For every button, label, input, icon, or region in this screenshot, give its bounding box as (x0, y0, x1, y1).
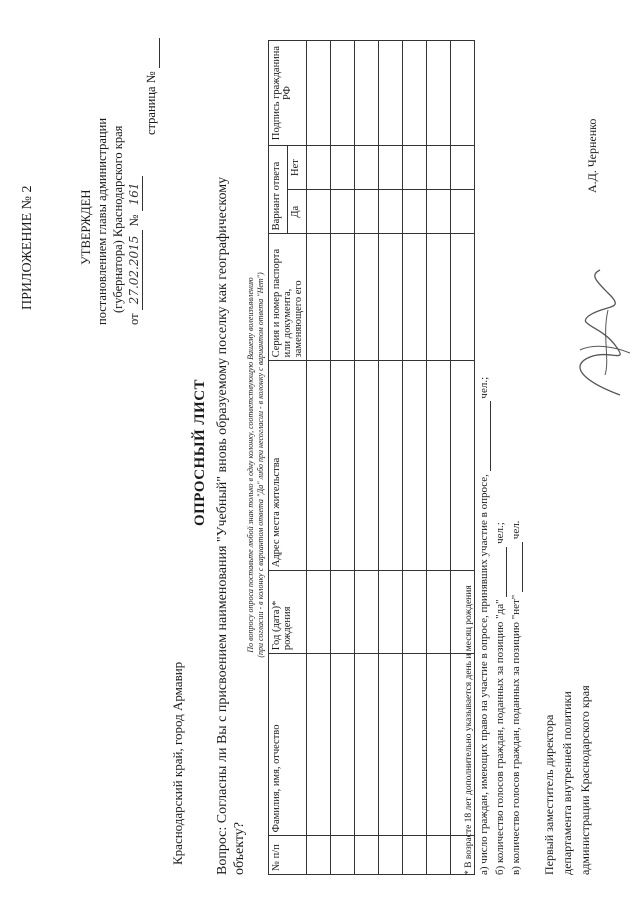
approval-number: 161 (126, 177, 143, 212)
approval-line-2: (губернатора) Краснодарского края (111, 125, 125, 313)
table-row (355, 41, 379, 875)
survey-table (268, 40, 475, 875)
signer-title (540, 685, 594, 875)
signer-line-3: администрации Краснодарского края (578, 685, 592, 875)
instruction-line-1: По вопросу опроса поставьте любой знак только в одну колонку, соответствующую Вашему волеизъявлению (246, 277, 255, 653)
region-label: Краснодарский край, город Армавир (170, 661, 185, 865)
approval-line-1: постановлением главы администрации (95, 117, 109, 325)
appendix-label: ПРИЛОЖЕНИЕ № 2 (20, 185, 35, 310)
page-number-blank (143, 38, 160, 68)
approval-block (78, 25, 160, 325)
instruction-line-2: (при согласии - в колонку с вариантом ответа "Да" либо при несогласии - в колонку с вариантом ответа "Нет") (256, 272, 265, 658)
table-row (403, 41, 427, 875)
question-line-2: объекту? (232, 822, 247, 875)
header-passport: Серия и номер паспорта или документа, заменяющего его (269, 234, 307, 361)
footnote: * В возрасте 18 лет дополнительно указывается день и месяц рождения (464, 585, 474, 875)
table-row (427, 41, 451, 875)
instruction-text (246, 55, 266, 875)
page-label: страница № (144, 71, 158, 135)
count-participants: а) число граждан, имеющих право на участие в опросе, принявших участие в опросе, чел.; (478, 376, 490, 875)
header-signature: Подпись гражданина РФ (269, 41, 307, 146)
header-full-name: Фамилия, имя, отчество (269, 654, 307, 836)
header-no: Нет (288, 146, 307, 190)
approval-date-line (126, 25, 143, 325)
count-no: в) количество голосов граждан, поданных за позицию "нет" чел. (510, 520, 522, 875)
count-yes: б) количество голосов граждан, поданных за позицию "да" чел.; (494, 522, 506, 875)
header-number: № п/п (269, 836, 307, 875)
signer-line-1: Первый заместитель директора (542, 714, 556, 875)
signer-name: А.Д. Черненко (585, 118, 599, 193)
date-prefix: от (127, 313, 141, 325)
approved-label: УТВЕРЖДЕН (79, 189, 93, 265)
signer-line-2: департамента внутренней политики (560, 691, 574, 875)
table-row (379, 41, 403, 875)
question-line-1: Вопрос: Согласны ли Вы с присвоением наименования "Учебный" вновь образуемому поселку как географическому (215, 176, 230, 875)
header-answer-option: Вариант ответа (269, 146, 288, 234)
page-number-line (143, 25, 160, 325)
approval-date: 27.02.2015 (126, 230, 143, 311)
number-prefix: № (127, 214, 141, 227)
table-row (307, 41, 331, 875)
form-title: ОПРОСНЫЙ ЛИСТ (192, 378, 208, 527)
header-yes: Да (288, 190, 307, 234)
header-address: Адрес места жительства (269, 361, 307, 571)
handwritten-signature (560, 265, 640, 405)
table-row (331, 41, 355, 875)
table-header-row (269, 41, 288, 875)
header-birth-year: Год (дата)* рождения (269, 571, 307, 654)
